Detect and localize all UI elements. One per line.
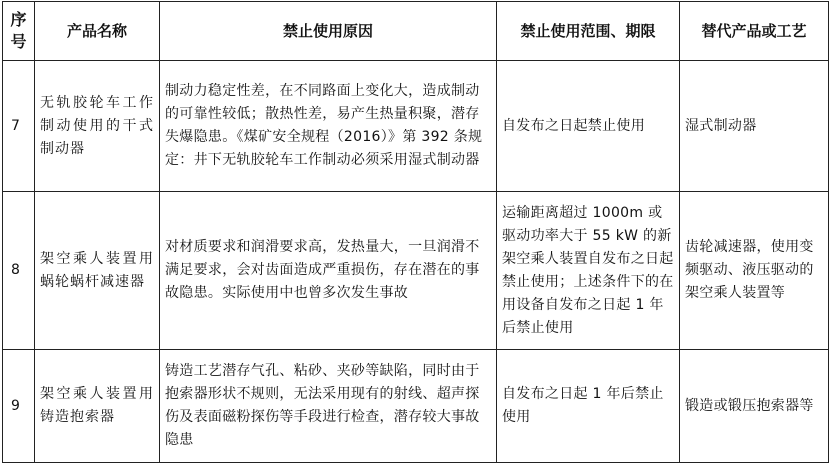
header-scope: 禁止使用范围、期限: [497, 2, 680, 61]
header-reason: 禁止使用原因: [160, 2, 497, 61]
prohibition-reason: 铸造工艺潜存气孔、粘砂、夹砂等缺陷，同时由于抱索器形状不规则，无法采用现有的射线、超声探伤及表面磁粉探伤等手段进行检查，潜存较大事故隐患: [160, 350, 497, 463]
row-index: 8: [3, 192, 35, 350]
table-row: [3, 61, 829, 192]
header-row: [3, 2, 829, 61]
prohibition-scope: 自发布之日起 1 年后禁止使用: [497, 350, 680, 463]
row-index: 7: [3, 61, 35, 192]
alternative-product: 湿式制动器: [680, 61, 829, 192]
header-alternative: 替代产品或工艺: [680, 2, 829, 61]
prohibition-scope: 自发布之日起禁止使用: [497, 61, 680, 192]
row-index: 9: [3, 350, 35, 463]
prohibition-scope: 运输距离超过 1000m 或驱动功率大于 55 kW 的新架空乘人装置自发布之日起禁止使用；上述条件下的在用设备自发布之日起 1 年后禁止使用: [497, 192, 680, 350]
header-index: 序号: [3, 2, 35, 61]
table-row: [3, 350, 829, 463]
product-name: 无轨胶轮车工作制动使用的干式制动器: [35, 61, 160, 192]
product-name: 架空乘人装置用蜗轮蜗杆减速器: [35, 192, 160, 350]
prohibited-products-table: [2, 1, 829, 463]
alternative-product: 齿轮减速器，使用变频驱动、液压驱动的架空乘人装置等: [680, 192, 829, 350]
header-name: 产品名称: [35, 2, 160, 61]
alternative-product: 锻造或锻压抱索器等: [680, 350, 829, 463]
product-name: 架空乘人装置用铸造抱索器: [35, 350, 160, 463]
prohibition-reason: 制动力稳定性差，在不同路面上变化大，造成制动的可靠性较低；散热性差，易产生热量积聚，潜存失爆隐患。《煤矿安全规程（2016）》第 392 条规定：井下无轨胶轮车工作制动必须采用湿式制动器: [160, 61, 497, 192]
table-row: [3, 192, 829, 350]
prohibition-reason: 对材质要求和润滑要求高，发热量大，一旦润滑不满足要求，会对齿面造成严重损伤，存在潜在的事故隐患。实际使用中也曾多次发生事故: [160, 192, 497, 350]
